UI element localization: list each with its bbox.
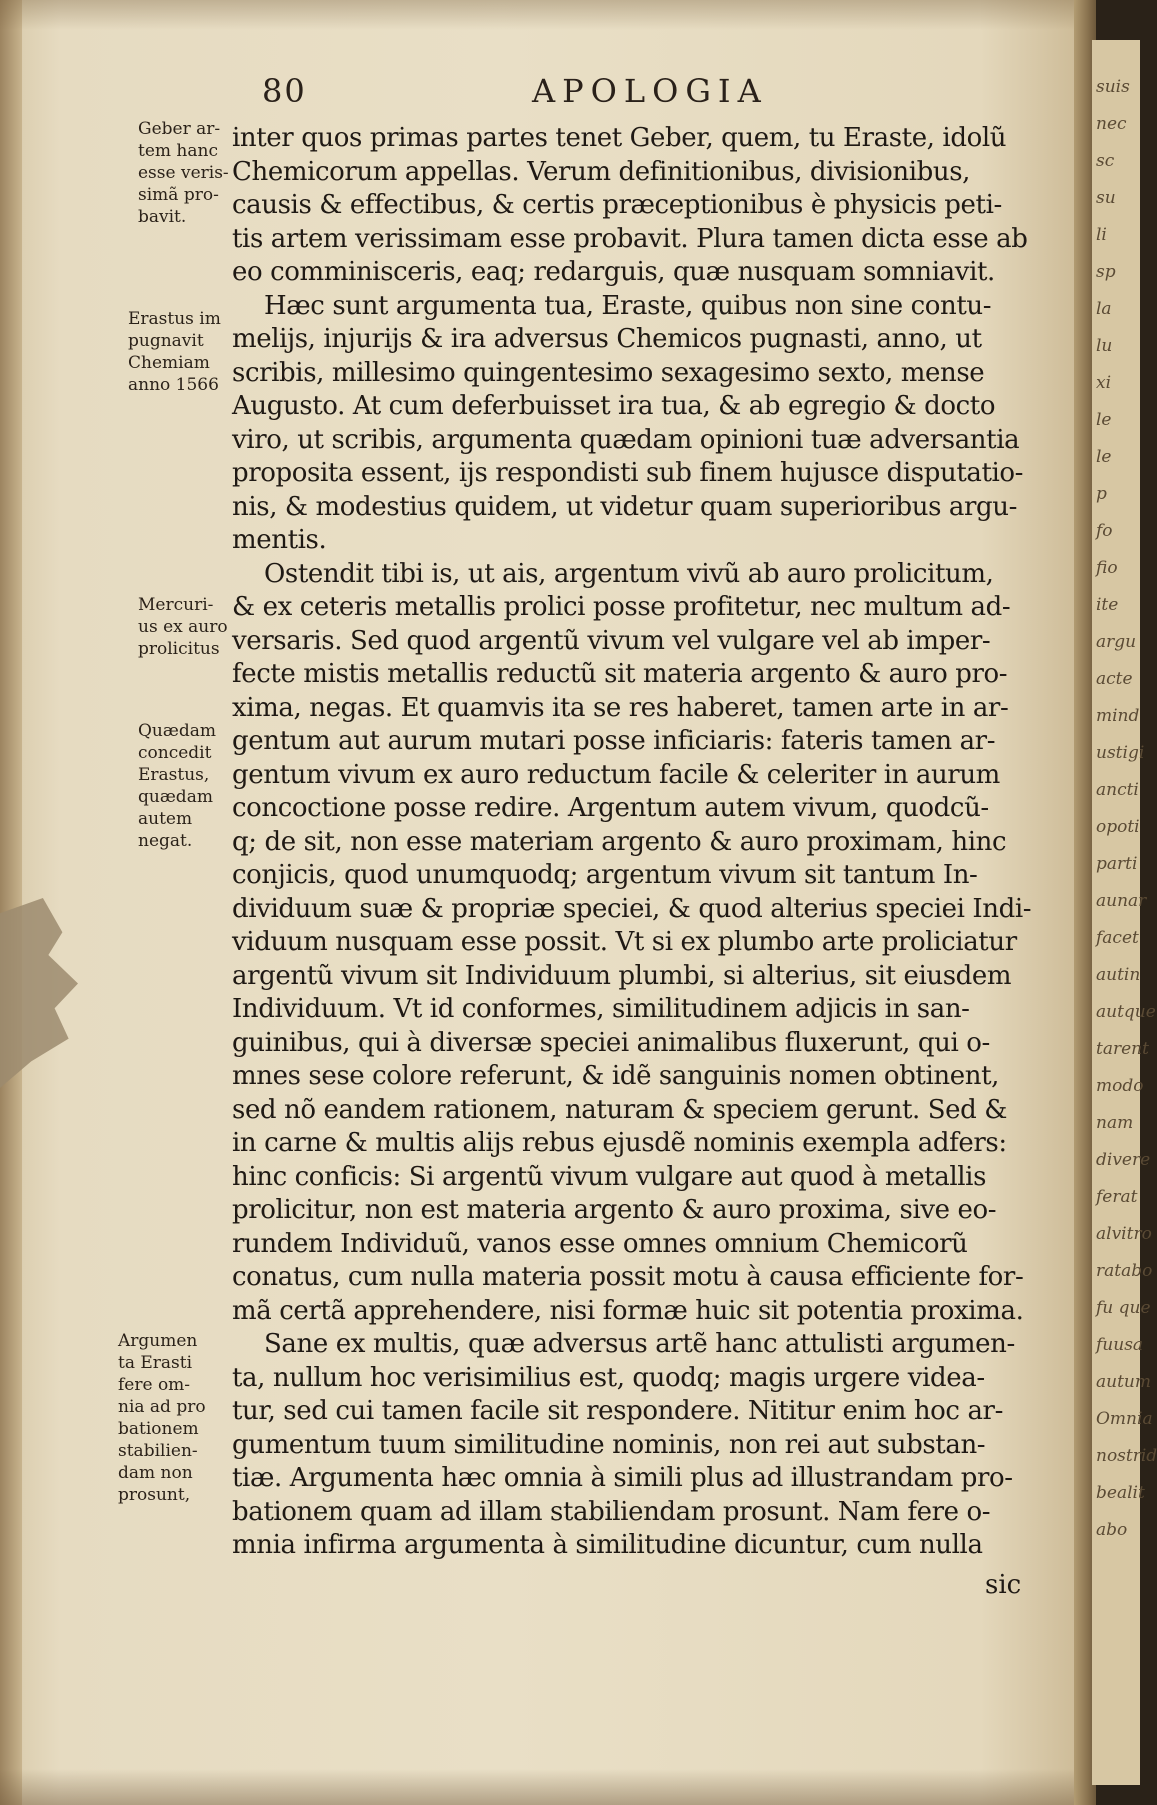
facing-page-fragment: fo (1096, 521, 1113, 541)
facing-page-fragment: le (1096, 410, 1112, 430)
body-line: q; de sit, non esse materiam argento & auro proximam, hinc (232, 826, 1007, 857)
body-line: ta, nullum hoc verisimilius est, quodq; magis urgere videa- (232, 1362, 985, 1393)
margin-note-line: quædam (138, 787, 213, 807)
facing-page-fragment: alvitro (1096, 1224, 1152, 1244)
margin-note-line: esse veris- (138, 163, 229, 183)
page-title: APOLOGIA (532, 72, 768, 110)
running-head (0, 72, 1088, 116)
body-line: & ex ceteris metallis prolici posse profitetur, nec multum ad- (232, 592, 1011, 622)
margin-note-line: Geber ar- (138, 119, 221, 139)
body-line: nis, & modestius quidem, ut videtur quam superioribus argu- (232, 491, 1018, 522)
margin-note-line: Erastus im (128, 309, 221, 329)
margin-note-line: concedit (138, 743, 212, 763)
body-line: tiæ. Argumenta hæc omnia à simili plus ad illustrandam pro- (232, 1463, 1013, 1493)
facing-page-fragment: divere (1096, 1150, 1151, 1170)
facing-page-fragment: fu que (1096, 1298, 1151, 1318)
facing-page-fragment: parti (1096, 854, 1138, 874)
page-left-edge (0, 0, 22, 1805)
body-line: prolicitur, non est materia argento & auro proxima, sive eo- (232, 1195, 997, 1225)
facing-page-fragment: ustigi (1096, 743, 1145, 763)
facing-page-fragment: su (1096, 188, 1116, 208)
margin-note-line: bationem (118, 1419, 199, 1439)
body-line: rundem Individuũ, vanos esse omnes omnium Chemicorũ (232, 1228, 968, 1259)
body-line: mentis. (232, 525, 327, 555)
body-line: gumentum tuum similitudine nominis, non rei aut substan- (232, 1429, 986, 1460)
body-line: sed nõ eandem rationem, naturam & speciem gerunt. Sed & (232, 1094, 1007, 1125)
margin-note-line: pugnavit (128, 331, 204, 351)
body-line: melijs, injurijs & ira adversus Chemicos pugnasti, anno, ut (232, 324, 982, 354)
margin-note-line: fere om- (118, 1375, 191, 1395)
body-line: viduum nusquam esse possit. Vt si ex plumbo arte proliciatur (232, 927, 1017, 957)
facing-page-fragment: tarent (1096, 1039, 1149, 1059)
facing-page-fragment: Omnia (1096, 1409, 1153, 1429)
facing-page-fragment: acte (1096, 669, 1133, 689)
body-line: scribis, millesimo quingentesimo sexagesimo sexto, mense (232, 357, 985, 388)
margin-note-line: prosunt, (118, 1485, 191, 1505)
body-line: mnia infirma argumenta à similitudine dicuntur, cum nulla (232, 1530, 983, 1560)
margin-note-line: tem hanc (138, 141, 218, 161)
facing-page-fragment: xi (1096, 373, 1112, 393)
margin-note-line: Chemiam (128, 353, 210, 373)
margin-note-line: Mercuri- (138, 595, 214, 615)
body-line: Sane ex multis, quæ adversus artẽ hanc attulisti argumen- (264, 1329, 1015, 1359)
body-line: versaris. Sed quod argentũ vivum vel vulgare vel ab imper- (232, 625, 991, 656)
margin-note-line: stabilien- (118, 1441, 198, 1461)
margin-note-line: negat. (138, 831, 193, 851)
facing-page-fragment: ferat (1096, 1187, 1138, 1207)
body-line: hinc conficis: Si argentũ vivum vulgare aut quod à metallis (232, 1161, 987, 1192)
body-line: in carne & multis alijs rebus ejusdẽ nominis exempla adfers: (232, 1128, 1007, 1158)
margin-note-line: ta Erasti (118, 1353, 193, 1373)
margin-note-line: bavit. (138, 207, 187, 227)
facing-page-fragment: aunar (1096, 891, 1147, 911)
facing-page-fragment: fio (1096, 558, 1118, 578)
body-line: gentum aut aurum mutari posse inficiaris: fateris tamen ar- (232, 726, 996, 756)
margin-note-line: Erastus, (138, 765, 210, 785)
facing-page-fragment: nec (1096, 114, 1127, 134)
margin-note-line: nia ad pro (118, 1397, 206, 1417)
body-line: argentũ vivum sit Individuum plumbi, si alterius, sit eiusdem (232, 960, 1012, 991)
facing-page-fragment: suis (1096, 77, 1130, 97)
facing-page-fragment: sp (1096, 262, 1116, 282)
facing-page-fragment: le (1096, 447, 1112, 467)
body-line: viro, ut scribis, argumenta quædam opinioni tuæ adversantia (232, 424, 1020, 455)
body-line: fecte mistis metallis reductũ sit materia argento & auro pro- (232, 659, 1008, 689)
body-line: Individuum. Vt id conformes, similitudinem adjicis in san- (232, 994, 970, 1024)
body-line: mnes sese colore referunt, & idẽ sanguinis nomen obtinent, (232, 1061, 999, 1091)
body-line: Chemicorum appellas. Verum definitionibus, divisionibus, (232, 156, 971, 187)
margin-note-line: Quædam (138, 721, 217, 741)
facing-page-fragment: autin (1096, 965, 1141, 985)
margin-note-line: us ex auro (138, 617, 228, 637)
page-top-shadow (0, 0, 1088, 30)
facing-page-fragment: facet (1096, 928, 1139, 948)
body-text (232, 122, 1062, 1563)
facing-page-fragment: bealit (1096, 1483, 1145, 1503)
body-line: proposita essent, ijs respondisti sub finem hujusce disputatio- (232, 458, 1024, 488)
margin-note-line: autem (138, 809, 193, 829)
facing-page-fragment: nostrid (1096, 1446, 1157, 1466)
catchword: sic (985, 1570, 1022, 1600)
paper-tear (0, 898, 78, 1088)
facing-page-fragment: sc (1096, 151, 1115, 171)
body-line: xima, negas. Et quamvis ita se res haberet, tamen arte in ar- (232, 692, 1009, 723)
facing-page-fragment: mind (1096, 706, 1140, 726)
facing-page-fragment: autque (1096, 1002, 1156, 1022)
facing-page-fragment: ancti (1096, 780, 1139, 800)
margin-note-line: dam non (118, 1463, 193, 1483)
body-line: guinibus, qui à diversæ speciei animalibus fluxerunt, qui o- (232, 1027, 990, 1058)
facing-page-fragment: abo (1096, 1520, 1128, 1540)
body-line: Hæc sunt argumenta tua, Eraste, quibus non sine contu- (264, 290, 992, 321)
body-line: causis & effectibus, & certis præceptionibus è physicis peti- (232, 190, 1002, 220)
body-line: eo comminisceris, eaq; redarguis, quæ nusquam somniavit. (232, 257, 995, 287)
facing-page-fragment: autum (1096, 1372, 1151, 1392)
body-line: Ostendit tibi is, ut ais, argentum vivũ ab auro prolicitum, (264, 558, 994, 589)
body-line: conjicis, quod unumquodq; argentum vivum sit tantum In- (232, 860, 978, 890)
body-line: bationem quam ad illam stabiliendam prosunt. Nam fere o- (232, 1496, 991, 1527)
page-number: 80 (262, 72, 307, 110)
facing-page-fragment: opoti (1096, 817, 1140, 837)
body-line: tur, sed cui tamen facile sit respondere. Nititur enim hoc ar- (232, 1396, 1003, 1426)
body-line: Augusto. At cum deferbuisset ira tua, & ab egregio & docto (232, 391, 996, 421)
facing-page-fragment: nam (1096, 1113, 1134, 1133)
facing-page-fragment: la (1096, 299, 1112, 319)
facing-page-fragment: li (1096, 225, 1107, 245)
facing-page-fragment: ratabo (1096, 1261, 1153, 1281)
body-line: conatus, cum nulla materia possit motu à causa efficiente for- (232, 1262, 1024, 1292)
margin-note-line: Argumen (118, 1331, 198, 1351)
facing-page-fragment: lu (1096, 336, 1113, 356)
facing-page-fragment: fuusa (1096, 1335, 1144, 1355)
body-line: gentum vivum ex auro reductum facile & celeriter in aurum (232, 759, 1000, 790)
margin-note-line: anno 1566 (128, 375, 219, 395)
body-line: concoctione posse redire. Argentum autem vivum, quodcũ- (232, 793, 989, 823)
margin-note-line: simã pro- (138, 185, 219, 205)
body-line: inter quos primas partes tenet Geber, quem, tu Eraste, idolũ (232, 123, 1007, 153)
facing-page-fragment: ite (1096, 595, 1119, 615)
page-bottom-edge (0, 1769, 1088, 1805)
body-line: dividuum suæ & propriæ speciei, & quod alterius speciei Indi- (232, 893, 1032, 924)
body-line: tis artem verissimam esse probavit. Plura tamen dicta esse ab (232, 223, 1028, 254)
margin-note-line: prolicitus (138, 639, 220, 659)
facing-page-fragment: modo (1096, 1076, 1144, 1096)
facing-page-fragment: argu (1096, 632, 1137, 652)
body-line: mã certã apprehendere, nisi formæ huic sit potentia proxima. (232, 1295, 1024, 1326)
facing-page-edge (1092, 40, 1157, 1785)
facing-page-fragment: p (1096, 484, 1107, 504)
